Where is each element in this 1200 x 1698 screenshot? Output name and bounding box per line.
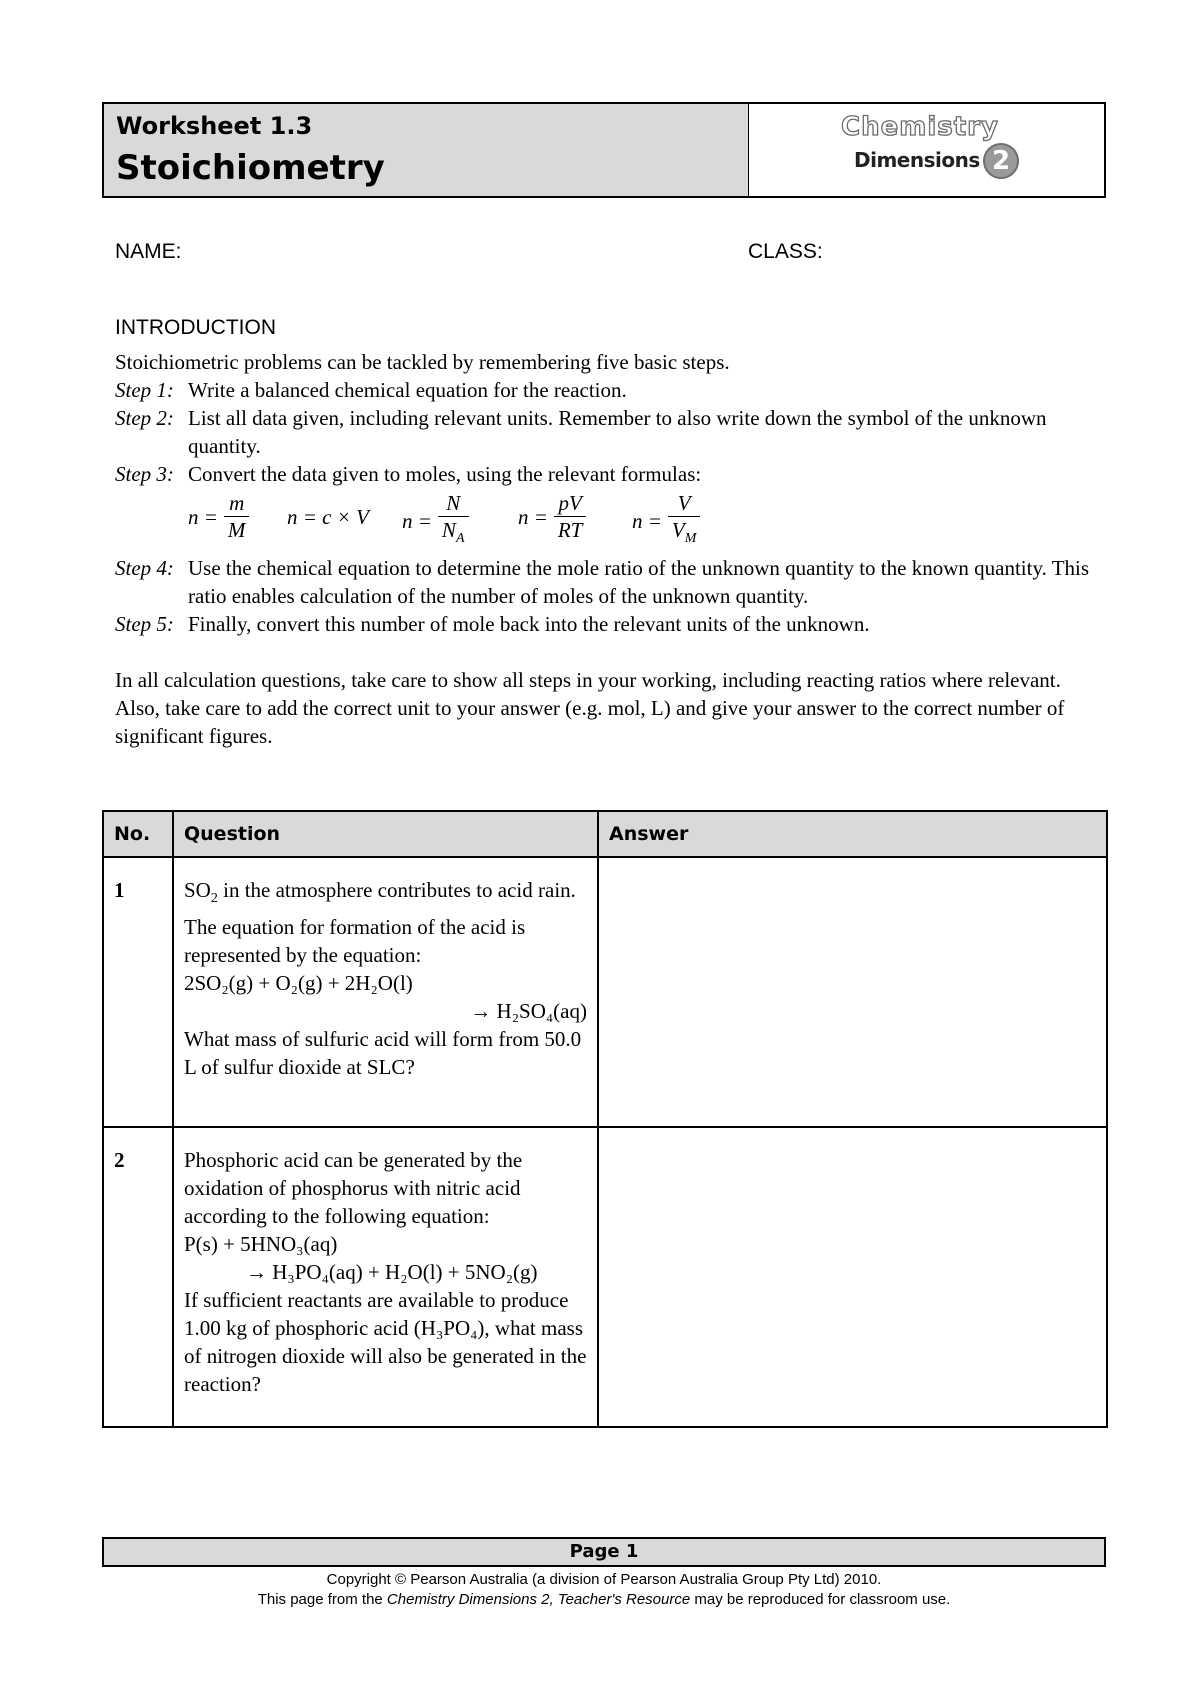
resource-title: Chemistry Dimensions 2, Teacher's Resource — [386, 1591, 691, 1608]
step-1 — [115, 376, 1105, 404]
formula-numerator: V — [677, 491, 691, 515]
table-row — [103, 857, 1107, 1127]
formula-denominator-base: V — [671, 518, 685, 542]
worksheet-title: Stoichiometry — [116, 148, 385, 188]
step-3 — [115, 460, 1105, 488]
copyright-line: Copyright © Pearson Australia (a division of Pearson Australia Group Pty Ltd) 2010. — [326, 1571, 882, 1588]
formula-denominator-sub: M — [684, 531, 697, 547]
formula-gas — [518, 490, 586, 543]
worksheet-header — [102, 102, 1106, 198]
step-2 — [115, 404, 1105, 460]
step-label: Step 4: — [115, 556, 174, 580]
formula-molar-volume — [632, 490, 700, 552]
step-text: Finally, convert this number of mole back into the relevant units of the unknown. — [188, 612, 870, 636]
question-intro-text: in the atmosphere contributes to acid rain. The equation for formation of the acid is represented by the equation: — [184, 878, 576, 968]
formula-particles — [402, 490, 469, 552]
step-text: Write a balanced chemical equation for the reaction. — [188, 378, 627, 402]
formula-denominator — [668, 516, 701, 552]
question-text — [173, 1127, 598, 1427]
formula-lhs: n = — [188, 504, 218, 529]
logo-dimensions-text: Dimensions — [854, 148, 980, 172]
question-prompt: What mass of sulfuric acid will form from 50.0 L of sulfur dioxide at SLC? — [184, 1027, 582, 1080]
table-row — [103, 1127, 1107, 1427]
step-text: Convert the data given to moles, using the relevant formulas: — [188, 462, 702, 486]
answer-cell[interactable] — [598, 857, 1107, 1127]
equation-line-2: → H₂SO₄(aq) — [470, 999, 587, 1024]
step-5 — [115, 610, 1105, 638]
table-header-row — [103, 811, 1107, 857]
header-logo-block — [749, 104, 1104, 196]
reproduction-post: may be reproduced for classroom use. — [690, 1591, 951, 1608]
formula-lhs: n = — [518, 504, 548, 529]
column-header-question: Question — [173, 811, 598, 857]
formula-denominator: M — [224, 516, 250, 543]
page-number-box: Page 1 — [102, 1537, 1106, 1567]
formula-text: n = c × V — [287, 505, 369, 529]
introduction-body — [115, 348, 1105, 750]
equation-line-2: → H₃PO₄(aq) + H₂O(l) + 5NO₂(g) — [246, 1260, 538, 1284]
step-4 — [115, 554, 1105, 610]
mole-formulas — [115, 488, 1105, 554]
question-text — [173, 857, 598, 1127]
answer-cell[interactable] — [598, 1127, 1107, 1427]
formula-concentration — [287, 503, 369, 531]
formula-lhs: n = — [632, 509, 662, 534]
formula-lhs: n = — [402, 509, 432, 534]
name-label: NAME: — [115, 240, 182, 263]
class-label: CLASS: — [748, 240, 823, 263]
formula-numerator: m — [229, 491, 245, 515]
formula-subscript: 2 — [210, 891, 218, 907]
introduction-heading: INTRODUCTION — [115, 316, 276, 339]
question-table — [102, 810, 1108, 1428]
reproduction-line — [102, 1590, 1106, 1610]
formula-denominator — [438, 516, 469, 552]
calculation-note: In all calculation questions, take care to show all steps in your working, including reacting ratios where relevant. Also, take care to add the correct unit to your answer (e.g. mol, L) and give your answer to the correct number of significant figures. — [115, 668, 1065, 748]
copyright-notice — [102, 1570, 1106, 1610]
header-title-block — [104, 104, 749, 196]
reproduction-pre: This page from the — [257, 1591, 387, 1608]
step-text: Use the chemical equation to determine the mole ratio of the unknown quantity to the known quantity. This ratio enables calculation of the number of moles of the unknown quantity. — [188, 556, 1090, 608]
question-number: 2 — [103, 1127, 173, 1427]
question-intro: Phosphoric acid can be generated by the oxidation of phosphorus with nitric acid according to the following equation: — [184, 1148, 523, 1228]
column-header-answer: Answer — [598, 811, 1107, 857]
step-label: Step 2: — [115, 406, 174, 430]
equation-line-1: 2SO₂(g) + O₂(g) + 2H₂O(l) — [184, 971, 413, 996]
worksheet-number: Worksheet 1.3 — [116, 112, 313, 140]
formula-so2: SO — [184, 878, 211, 902]
question-prompt: If sufficient reactants are available to produce 1.00 kg of phosphoric acid (H₃PO₄), what mass of nitrogen dioxide will also be generated in the reaction? — [184, 1288, 587, 1396]
question-intro — [184, 876, 587, 969]
formula-numerator: N — [446, 491, 461, 515]
column-header-no: No. — [103, 811, 173, 857]
question-number: 1 — [103, 857, 173, 1127]
formula-mass — [188, 490, 249, 543]
introduction-lead: Stoichiometric problems can be tackled by remembering five basic steps. — [115, 350, 730, 374]
step-label: Step 5: — [115, 612, 174, 636]
formula-denominator-sub: A — [455, 531, 465, 547]
logo-chemistry-text: Chemistry — [841, 112, 999, 142]
formula-denominator-base: N — [441, 518, 456, 542]
step-label: Step 1: — [115, 378, 174, 402]
equation-line-1: P(s) + 5HNO₃(aq) — [184, 1232, 338, 1256]
formula-numerator: pV — [558, 491, 582, 515]
step-text: List all data given, including relevant units. Remember to also write down the symbol of the unknown quantity. — [188, 406, 1047, 458]
logo-number-badge: 2 — [983, 143, 1019, 179]
step-label: Step 3: — [115, 462, 174, 486]
chemistry-dimensions-logo — [841, 112, 1031, 182]
formula-denominator: RT — [554, 516, 587, 543]
